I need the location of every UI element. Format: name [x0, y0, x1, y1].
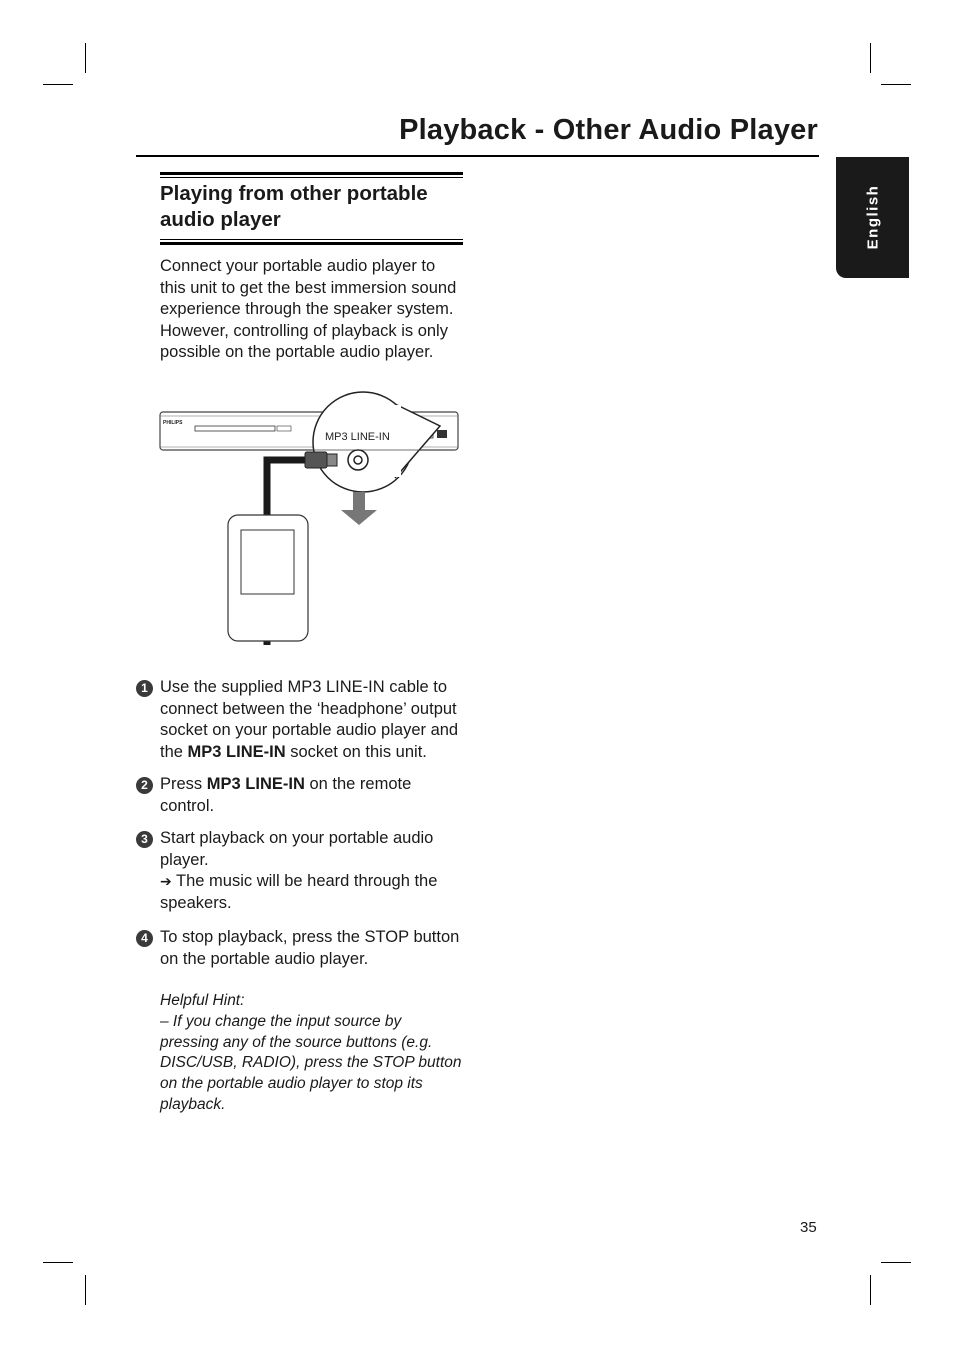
step-text	[160, 774, 464, 817]
down-arrow-icon	[341, 492, 377, 525]
step-text	[160, 927, 464, 970]
step-text	[160, 677, 464, 763]
connection-diagram	[155, 390, 465, 650]
step-text-part: To stop playback, press the STOP button on the portable audio player.	[160, 928, 460, 968]
section-rule-bottom-thin	[160, 239, 463, 240]
crop-mark	[43, 84, 73, 85]
section-rule-top	[160, 172, 463, 175]
step-key-name: MP3 LINE-IN	[187, 742, 286, 761]
portable-player-illustration	[228, 515, 308, 641]
result-arrow-icon: ➔	[160, 873, 172, 890]
section-rule-top-thin	[160, 177, 463, 178]
step-number-badge: 2	[136, 777, 153, 794]
step-text-part: on the remote control.	[160, 775, 412, 815]
language-tab-label: English	[864, 184, 881, 250]
step-text-part: Press	[160, 775, 207, 793]
step-text-part: socket on this unit.	[285, 742, 427, 761]
intro-paragraph: Connect your portable audio player to this unit to get the best immersion sound experience through the speaker system. However, controlling of playback is only possible on the portable audio player.	[160, 257, 457, 362]
step-text	[160, 828, 464, 914]
step-3	[136, 828, 464, 914]
crop-mark	[881, 1262, 911, 1263]
crop-mark	[43, 1262, 73, 1263]
step-number-badge: 4	[136, 930, 153, 947]
title-rule	[136, 155, 819, 157]
socket-label: MP3 LINE-IN	[325, 431, 390, 443]
step-key-name: MP3 LINE-IN	[206, 775, 305, 793]
crop-mark	[870, 43, 871, 73]
helpful-hint	[160, 991, 463, 1116]
page-title: Playback - Other Audio Player	[399, 114, 818, 146]
step-number-badge: 3	[136, 831, 153, 848]
crop-mark	[870, 1275, 871, 1305]
crop-mark	[85, 43, 86, 73]
section-heading: Playing from other portable audio player	[160, 182, 428, 231]
magnified-socket-bubble	[305, 392, 440, 492]
crop-mark	[85, 1275, 86, 1305]
step-text-part: Use the supplied MP3 LINE-IN cable to connect between the ‘headphone’ output socket on your portable audio player and the	[160, 678, 459, 761]
step-4	[136, 927, 464, 970]
hint-text: – If you change the input source by pressing any of the source buttons (e.g. DISC/USB, RADIO), press the STOP button on the portable audio player to stop its playback.	[160, 1012, 462, 1113]
page-number: 35	[800, 1219, 817, 1236]
hint-title: Helpful Hint:	[160, 992, 245, 1009]
step-text-part: Start playback on your portable audio player.	[160, 829, 434, 869]
step-number-badge: 1	[136, 680, 153, 697]
language-tab	[836, 157, 909, 278]
section-rule-bottom	[160, 242, 463, 245]
step-2	[136, 774, 464, 817]
brand-label: PHILIPS	[163, 420, 183, 426]
step-1	[136, 677, 464, 763]
step-result-text: The music will be heard through the speakers.	[160, 872, 438, 912]
crop-mark	[881, 84, 911, 85]
